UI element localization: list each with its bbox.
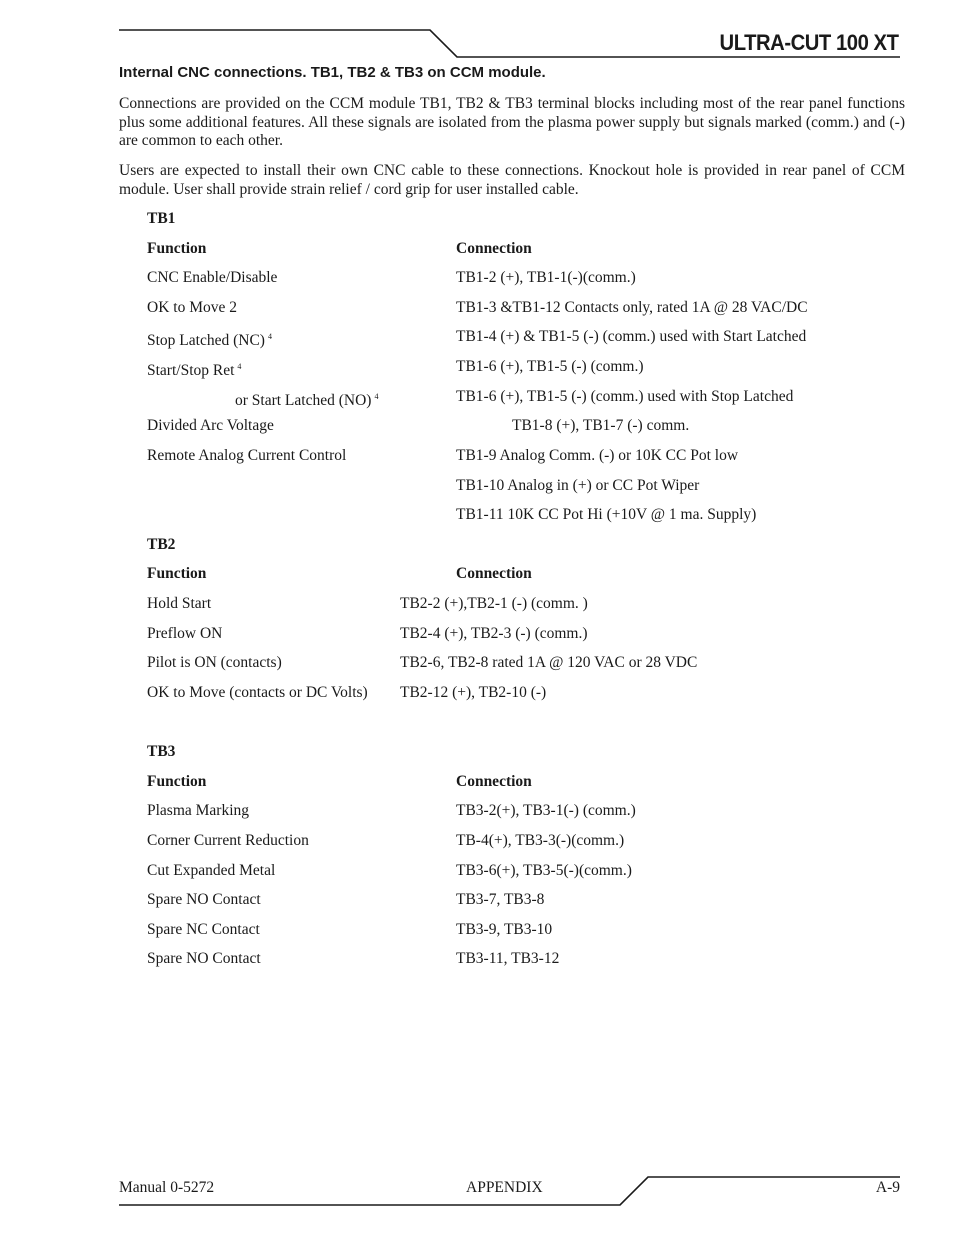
tb1-function-cell: OK to Move 2 bbox=[147, 299, 237, 316]
tb3-connection-cell: TB3-7, TB3-8 bbox=[456, 891, 545, 908]
tb3-connection-cell: TB-4(+), TB3-3(-)(comm.) bbox=[456, 832, 625, 849]
tb2-function-header: Function bbox=[147, 565, 207, 582]
footer-page-number: A-9 bbox=[875, 1179, 900, 1196]
tb2-function-cell: OK to Move (contacts or DC Volts) bbox=[147, 684, 368, 701]
tb1-connection-cell: TB1-8 (+), TB1-7 (-) comm. bbox=[512, 417, 690, 434]
tb2-connection-cell: TB2-2 (+),TB2-1 (-) (comm. ) bbox=[400, 595, 588, 612]
tb3-function-cell: Cut Expanded Metal bbox=[147, 862, 276, 879]
tb2-function-cell: Pilot is ON (contacts) bbox=[147, 654, 282, 671]
tb2-function-cell: Hold Start bbox=[147, 595, 212, 612]
document-title: ULTRA-CUT 100 XT bbox=[719, 30, 898, 55]
tb1-connection-cell: TB1-4 (+) & TB1-5 (-) (comm.) used with Start Latched bbox=[456, 328, 807, 345]
tb2-connection-cell: TB2-12 (+), TB2-10 (-) bbox=[400, 684, 547, 701]
intro-paragraph: Connections are provided on the CCM module TB1, TB2 & TB3 terminal blocks including most of the rear panel functions plus some additional features. All these signals are isolated from the plasma power supply but signals marked (comm.) and (-) are common to each other. bbox=[119, 95, 905, 149]
function-text: or Start Latched (NO) bbox=[235, 392, 372, 409]
tb1-connection-header: Connection bbox=[456, 240, 532, 257]
footnote-ref: 4 bbox=[267, 332, 272, 341]
tb2-connection-cell: TB2-6, TB2-8 rated 1A @ 120 VAC or 28 VDC bbox=[400, 654, 698, 671]
footnote-ref: 4 bbox=[374, 392, 379, 401]
section-heading: Internal CNC connections. TB1, TB2 & TB3 on CCM module. bbox=[119, 64, 546, 81]
install-paragraph: Users are expected to install their own CNC cable to these connections. Knockout hole is provided in rear panel of CCM module. User shall provide strain relief / cord grip for user installed cable. bbox=[119, 162, 905, 198]
footnote-ref: 4 bbox=[237, 362, 242, 371]
tb3-function-cell: Spare NO Contact bbox=[147, 950, 261, 967]
tb3-connection-cell: TB3-6(+), TB3-5(-)(comm.) bbox=[456, 862, 632, 879]
tb1-function-cell bbox=[235, 388, 378, 410]
tb1-title: TB1 bbox=[147, 210, 176, 227]
tb1-connection-cell: TB1-11 10K CC Pot Hi (+10V @ 1 ma. Supply) bbox=[456, 506, 757, 523]
footer-manual-number: Manual 0-5272 bbox=[119, 1179, 215, 1196]
tb1-connection-cell: TB1-3 &TB1-12 Contacts only, rated 1A @ 28 VAC/DC bbox=[456, 299, 808, 316]
tb1-connection-cell: TB1-6 (+), TB1-5 (-) (comm.) used with Stop Latched bbox=[456, 388, 794, 405]
tb1-connection-cell: TB1-9 Analog Comm. (-) or 10K CC Pot low bbox=[456, 447, 739, 464]
tb1-function-cell bbox=[147, 328, 272, 350]
tb1-function-header: Function bbox=[147, 240, 207, 257]
tb1-function-cell bbox=[147, 358, 241, 380]
function-text: Start/Stop Ret bbox=[147, 362, 235, 379]
tb1-function-cell: Remote Analog Current Control bbox=[147, 447, 347, 464]
footer-section-name: APPENDIX bbox=[466, 1179, 543, 1196]
tb1-function-cell: CNC Enable/Disable bbox=[147, 269, 278, 286]
tb1-function-cell: Divided Arc Voltage bbox=[147, 417, 274, 434]
tb1-connection-cell: TB1-10 Analog in (+) or CC Pot Wiper bbox=[456, 477, 700, 494]
tb2-function-cell: Preflow ON bbox=[147, 625, 223, 642]
tb2-connection-header: Connection bbox=[456, 565, 532, 582]
tb2-connection-cell: TB2-4 (+), TB2-3 (-) (comm.) bbox=[400, 625, 588, 642]
tb3-title: TB3 bbox=[147, 743, 176, 760]
tb3-function-cell: Corner Current Reduction bbox=[147, 832, 309, 849]
tb3-connection-cell: TB3-9, TB3-10 bbox=[456, 921, 553, 938]
tb1-connection-cell: TB1-6 (+), TB1-5 (-) (comm.) bbox=[456, 358, 644, 375]
tb3-connection-cell: TB3-11, TB3-12 bbox=[456, 950, 560, 967]
function-text: Stop Latched (NC) bbox=[147, 332, 265, 349]
tb3-connection-cell: TB3-2(+), TB3-1(-) (comm.) bbox=[456, 802, 636, 819]
tb1-connection-cell: TB1-2 (+), TB1-1(-)(comm.) bbox=[456, 269, 636, 286]
tb3-function-cell: Plasma Marking bbox=[147, 802, 250, 819]
tb3-function-header: Function bbox=[147, 773, 207, 790]
tb3-connection-header: Connection bbox=[456, 773, 532, 790]
tb3-function-cell: Spare NO Contact bbox=[147, 891, 261, 908]
tb2-title: TB2 bbox=[147, 536, 176, 553]
tb3-function-cell: Spare NC Contact bbox=[147, 921, 260, 938]
